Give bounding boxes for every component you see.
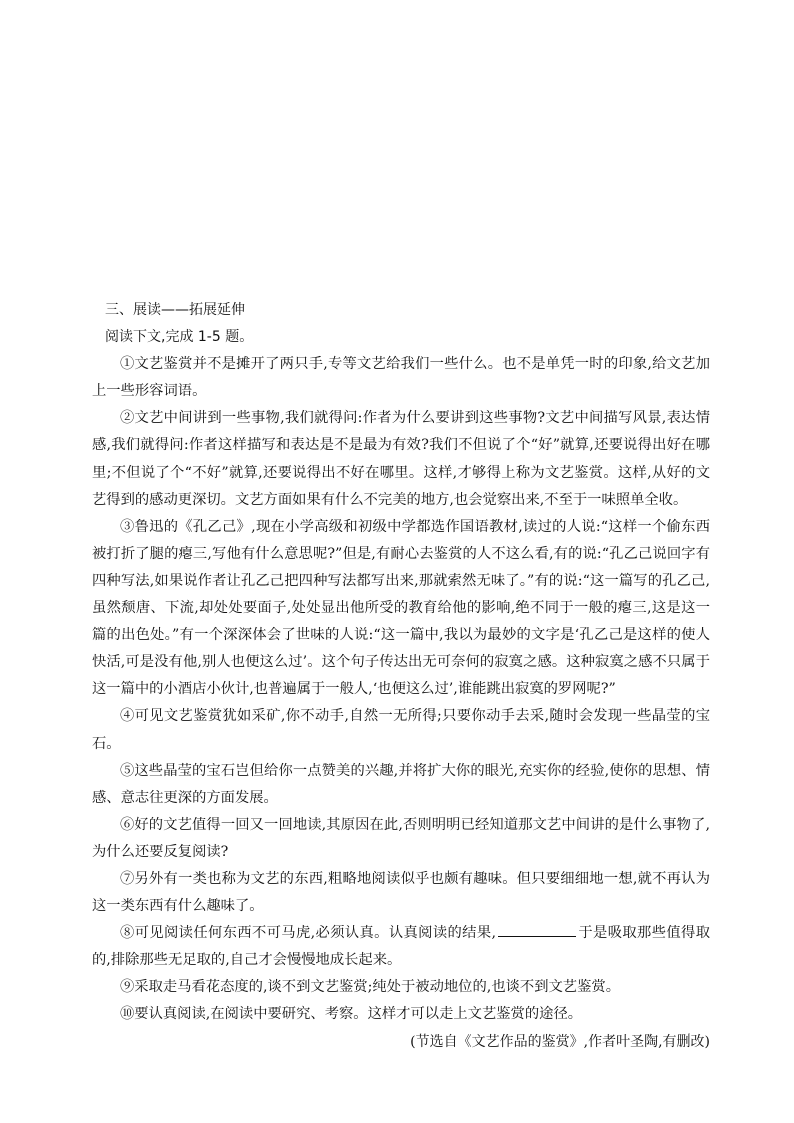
paragraph-8-before-blank: ⑧可见阅读任何东西不可马虎,必须认真。认真阅读的结果, [120,925,497,942]
paragraph-4: ④可见文艺鉴赏犹如采矿,你不动手,自然一无所得;只要你动手去采,随时会发现一些晶莹的宝石。 [92,708,710,752]
section-title: 三、展读——拓展延伸 [105,302,245,318]
paragraph-8 [92,920,710,974]
paragraph-2: ②文艺中间讲到一些事物,我们就得问:作者为什么要讲到这些事物?文艺中间描写风景,表达情感,我们就得问:作者这样描写和表达是不是最为有效?我们不但说了个“好”就算,还要说得出好在哪里;不但说了个“不好”就算,还要说得出不好在哪里。这样,才够得上称为文艺鉴赏。这样,从好的文艺得到的感动更深切。文艺方面如果有什么不完美的地方,也会觉察出来,不至于一味照单全收。 [92,410,710,508]
source-citation: (节选自《文艺作品的鉴赏》,作者叶圣陶,有删改) [410,1033,710,1050]
paragraph-9: ⑨采取走马看花态度的,谈不到文艺鉴赏;纯处于被动地位的,也谈不到文艺鉴赏。 [120,979,620,996]
paragraph-3: ③鲁迅的《孔乙己》,现在小学高级和初级中学都选作国语教材,读过的人说:“这样一个偷东西被打折了腿的瘪三,写他有什么意思呢?”但是,有耐心去鉴赏的人不这么看,有的说:“孔乙己说回字有四种写法,如果说作者让孔乙己把四种写法都写出来,那就索然无味了。”有的说:“这一篇写的孔乙己,虽然颓唐、下流,却处处要面子,处处显出他所受的教育给他的影响,绝不同于一般的瘪三,这是这一篇的出色处。”有一个深深体会了世味的人说:“这一篇中,我以为最妙的文字是‘孔乙己是这样的使人快活,可是没有他,别人也便这么过’。这个句子传达出无可奈何的寂寞之感。这种寂寞之感不只属于这一篇中的小酒店小伙计,也普遍属于一般人,‘也便这么过’,谁能跳出寂寞的罗网呢?” [92,518,710,698]
paragraph-5: ⑤这些晶莹的宝石岂但给你一点赞美的兴趣,并将扩大你的眼光,充实你的经验,使你的思想、情感、意志往更深的方面发展。 [92,762,710,806]
reading-instruction: 阅读下文,完成 1-5 题。 [105,329,254,346]
paragraph-6: ⑥好的文艺值得一回又一回地读,其原因在此,否则明明已经知道那文艺中间讲的是什么事物了,为什么还要反复阅读? [92,816,710,860]
paragraph-10: ⑩要认真阅读,在阅读中要研究、考察。这样才可以走上文艺鉴赏的途径。 [120,1006,583,1023]
reading-section [92,297,710,1056]
paragraph-7: ⑦另外有一类也称为文艺的东西,粗略地阅读似乎也颇有趣味。但只要细细地一想,就不再认为这一类东西有什么趣味了。 [92,870,710,915]
paragraph-1: ①文艺鉴赏并不是摊开了两只手,专等文艺给我们一些什么。也不是单凭一时的印象,给文艺加上一些形容词语。 [92,356,710,400]
fill-in-blank [498,922,576,937]
paragraph-8-after-blank: 于是吸取那些值得取的,排除那些无足取的,自己才会慢慢地成长起来。 [92,925,710,969]
